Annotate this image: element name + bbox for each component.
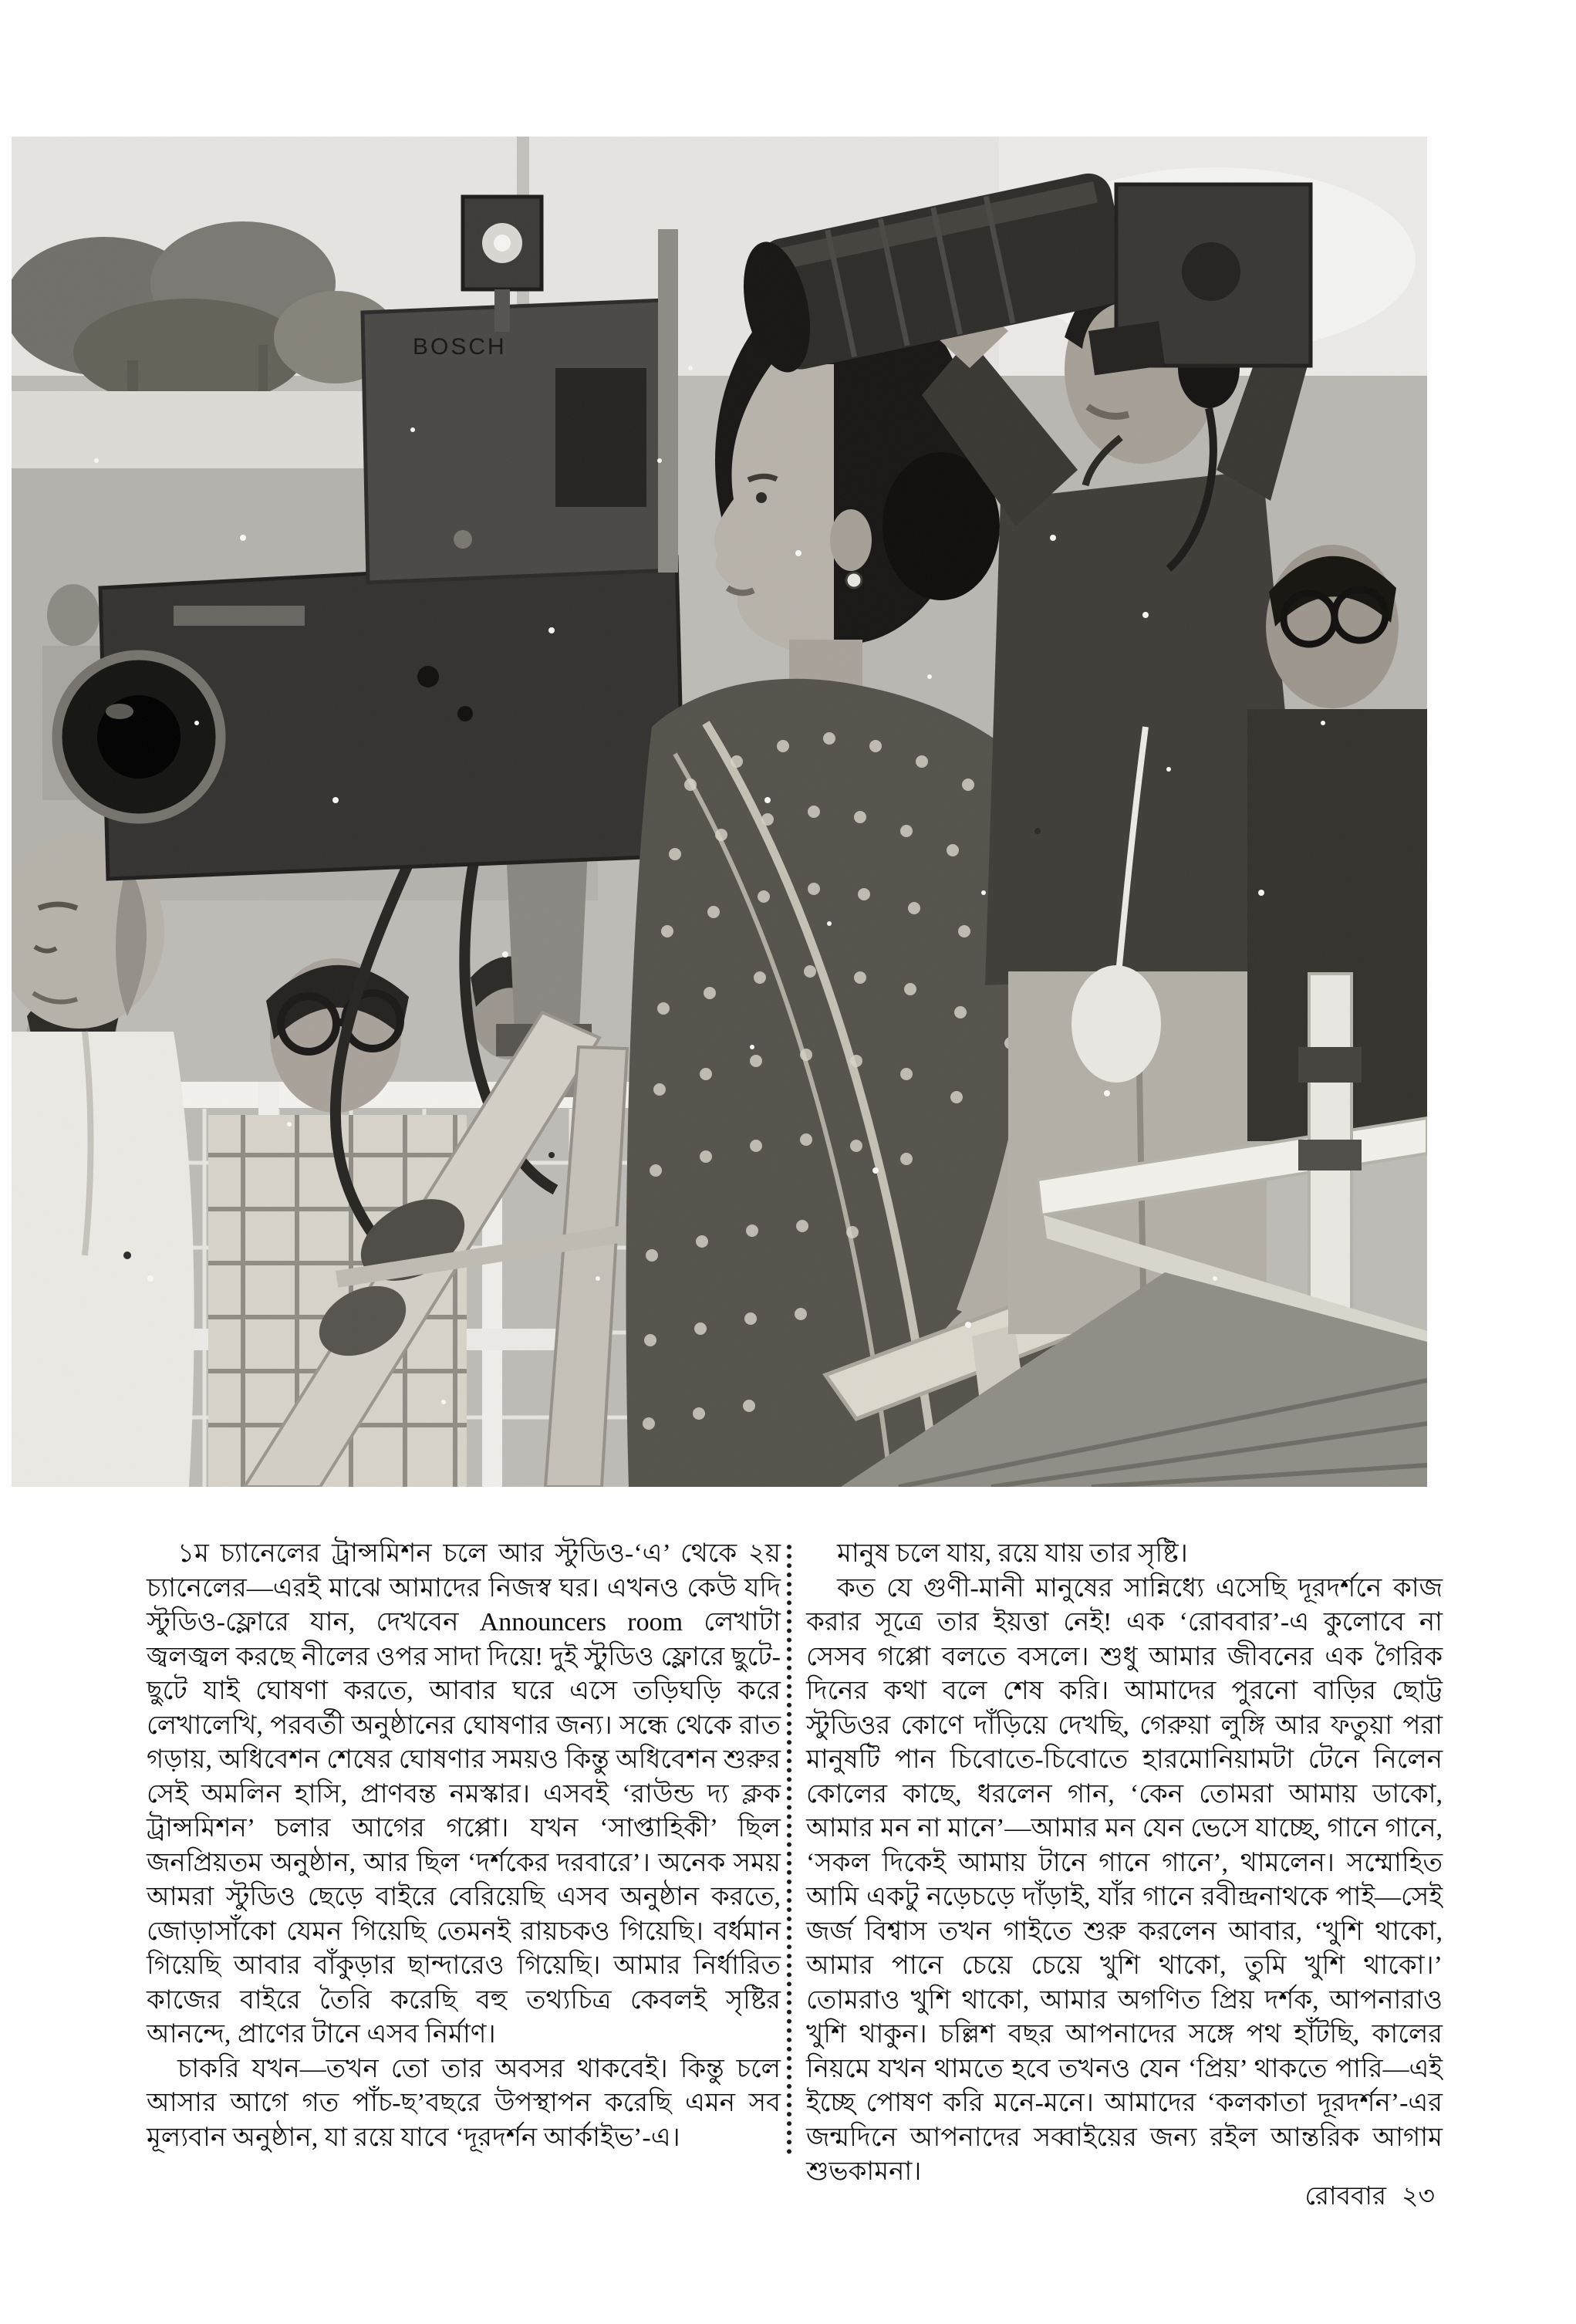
- grain-overlay: [12, 137, 1427, 1487]
- article-paragraph: কত যে গুণী-মানী মানুষের সান্নিধ্যে এসেছি দূরদর্শনে কাজ করার সূত্রে তার ইয়ত্তা নেই! এক ‘রোববার’-এ কুলোবে না সেসব গপ্পো বলতে বসলে। শুধু আমার জীবনের এক গৈরিক দিনের কথা বলে শেষ করি। আমাদের পুরনো বাড়ির ছোট্ট স্টুডিওর কোণে দাঁড়িয়ে দেখছি, গেরুয়া লুঙ্গি আর ফতুয়া পরা মানুষটি পান চিবোতে-চিবোতে হারমোনিয়ামটা টেনে নিলেন কোলের কাছে, ধরলেন গান, ‘কেন তোমরা আমায় ডাকো, আমার মন না মানে’—আমার মন যেন ভেসে যাচ্ছে, গানে গানে, ‘সকল দিকেই আমায় টানে গানে গানে’, থামলেন। সম্মোহিত আমি একটু নড়েচড়ে দাঁড়াই, যাঁর গানে রবীন্দ্রনাথকে পাই—সেই জর্জ বিশ্বাস তখন গাইতে শুরু করলেন আবার, ‘খুশি থাকো, আমার পানে চেয়ে চেয়ে খুশি থাকো, তুমি খুশি থাকো।’ তোমরাও খুশি থাকো, আমার অগণিত প্রিয় দর্শক, আপনারাও খুশি থাকুন। চল্লিশ বছর আপনাদের সঙ্গে পথ হাঁটছি, কালের নিয়মে যখন থামতে হবে তখনও যেন ‘প্রিয়’ থাকতে পারি—এই ইচ্ছে পোষণ করি মনে-মনে। আমাদের ‘কলকাতা দূরদর্শন’-এর জন্মদিনে আপনাদের সব্বাইয়ের জন্য রইল আন্তরিক আগাম শুভকামনা।: [806, 1573, 1443, 2186]
- page-footer: [1095, 2176, 1435, 2219]
- photograph: [12, 137, 1427, 1487]
- column-divider-dotted-rule: [787, 1545, 791, 2154]
- article-column-left: [147, 1537, 781, 2155]
- article-paragraph: চাকরি যখন—তখন তো তার অবসর থাকবেই। কিন্তু চলে আসার আগে গত পাঁচ-ছ’বছরে উপস্থাপন করেছি এমন সব মূল্যবান অনুষ্ঠান, যা রয়ে যাবে ‘দূরদর্শন আর্কাইভ’-এ।: [147, 2054, 781, 2152]
- article-paragraph: মানুষ চলে যায়, রয়ে যায় তার সৃষ্টি।: [837, 1539, 1188, 1568]
- photo-illustration: [12, 137, 1427, 1487]
- article-column-right: [806, 1537, 1443, 2190]
- article-paragraph: ১ম চ্যানেলের ট্রান্সমিশন চলে আর স্টুডিও-‘এ’ থেকে ২য় চ্যানেলের—এরই মাঝে আমাদের নিজস্ব ঘর। এখনও কেউ যদি স্টুডিও-ফ্লোরে যান, দেখবেন Announcers room লেখাটা জ্বলজ্বল করছে নীলের ওপর সাদা দিয়ে! দুই স্টুডিও ফ্লোরে ছুটে-ছুটে যাই ঘোষণা করতে, আবার ঘরে এসে তড়িঘড়ি করে লেখালেখি, পরবর্তী অনুষ্ঠানের ঘোষণার জন্য। সন্ধে থেকে রাত গড়ায়, অধিবেশন শেষের ঘোষণার সময়ও কিন্তু অধিবেশন শুরুর সেই অমলিন হাসি, প্রাণবন্ত নমস্কার। এসবই ‘রাউন্ড দ্য ক্লক ট্রান্সমিশন’ চলার আগের গপ্পো। যখন ‘সাপ্তাহিকী’ ছিল জনপ্রিয়তম অনুষ্ঠান, আর ছিল ‘দর্শকের দরবারে’। অনেক সময় আমরা স্টুডিও ছেড়ে বাইরে বেরিয়েছি এসব অনুষ্ঠান করতে, জোড়াসাঁকো যেমন গিয়েছি তেমনই রায়চকও গিয়েছি। বর্ধমান গিয়েছি আবার বাঁকুড়ার ছান্দারেও গিয়েছি। আমার নির্ধারিত কাজের বাইরে তৈরি করেছি বহু তথ্যচিত্র কেবলই সৃষ্টির আনন্দে, প্রাণের টানে এসব নির্মাণ।: [147, 1539, 781, 2049]
- page-number: ২৩: [1402, 2183, 1435, 2211]
- camera-brand-label: BOSCH: [413, 334, 507, 360]
- magazine-name: রোববার: [1304, 2183, 1387, 2211]
